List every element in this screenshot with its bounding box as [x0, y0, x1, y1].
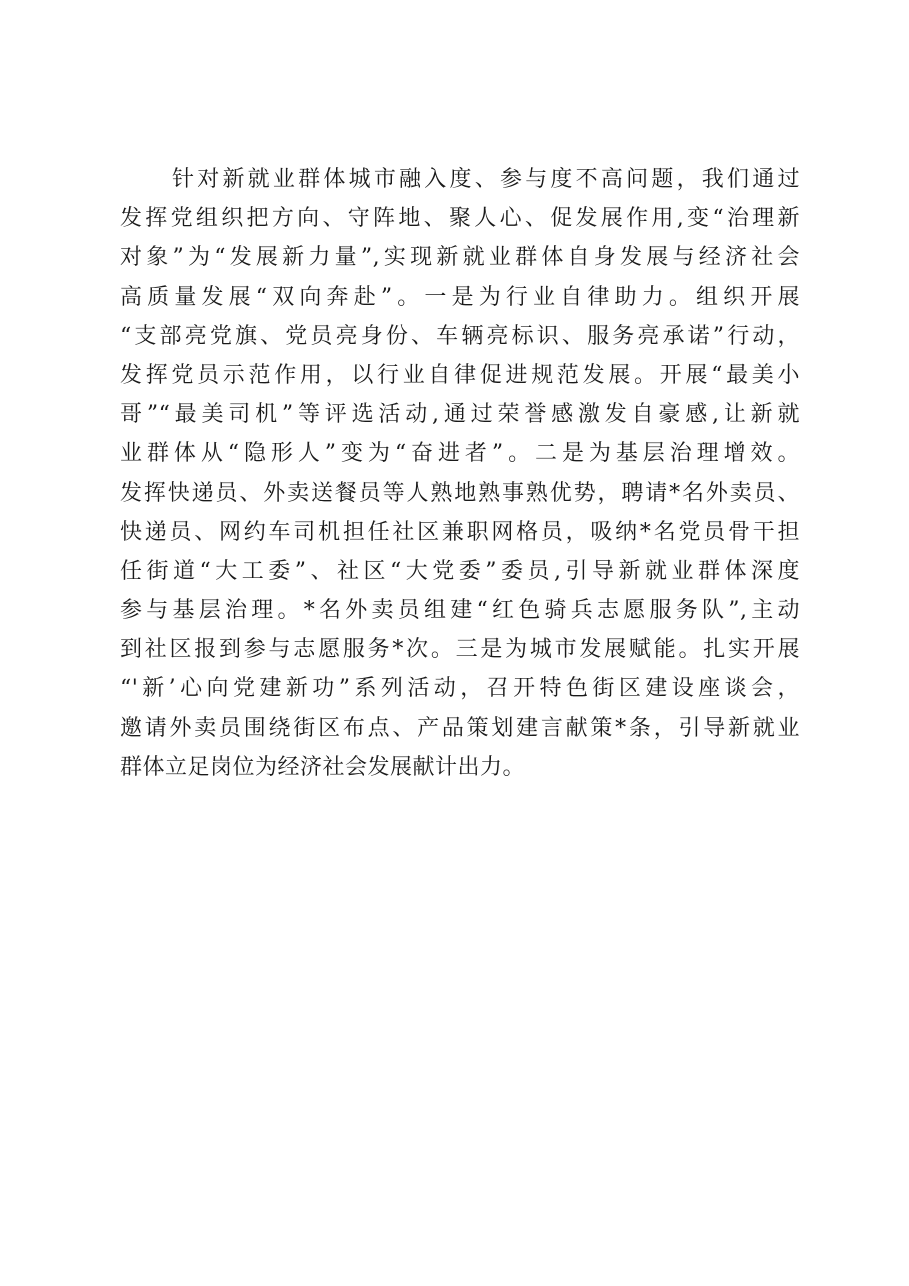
- paragraph-line: 到社区报到参与志愿服务*次。三是为城市发展赋能。扎实开展: [120, 637, 800, 663]
- paragraph-line: “'新’心向党建新功”系列活动，召开特色街区建设座谈会，: [120, 676, 800, 702]
- paragraph-line: 发挥党员示范作用，以行业自律促进规范发展。开展“最美小: [120, 362, 800, 388]
- paragraph-line: 邀请外卖员围绕街区布点、产品策划建言献策*条，引导新就业: [120, 715, 800, 741]
- paragraph-line: “支部亮党旗、党员亮身份、车辆亮标识、服务亮承诺”行动，: [120, 323, 800, 349]
- paragraph-line: 针对新就业群体城市融入度、参与度不高问题，我们通过: [172, 167, 800, 192]
- paragraph-line: 快递员、网约车司机担任社区兼职网格员，吸纳*名党员骨干担: [120, 519, 800, 545]
- paragraph-line: 群体立足岗位为经济社会发展献计出力。: [120, 754, 526, 780]
- body-paragraph: [120, 160, 800, 787]
- paragraph-line: 发挥党组织把方向、守阵地、聚人心、促发展作用,变“治理新: [120, 206, 800, 232]
- paragraph-line: 对象”为“发展新力量”,实现新就业群体自身发展与经济社会: [120, 245, 800, 271]
- paragraph-line: 业群体从“隐形人”变为“奋进者”。二是为基层治理增效。: [120, 441, 800, 467]
- paragraph-line: 发挥快递员、外卖送餐员等人熟地熟事熟优势，聘请*名外卖员、: [120, 480, 800, 506]
- paragraph-line: 高质量发展“双向奔赴”。一是为行业自律助力。组织开展: [120, 284, 800, 310]
- paragraph-line: 参与基层治理。*名外卖员组建“红色骑兵志愿服务队”,主动: [120, 598, 800, 624]
- paragraph-line: 哥”“最美司机”等评选活动,通过荣誉感激发自豪感,让新就: [120, 402, 800, 428]
- paragraph-line: 任街道“大工委”、社区“大党委”委员,引导新就业群体深度: [120, 558, 800, 584]
